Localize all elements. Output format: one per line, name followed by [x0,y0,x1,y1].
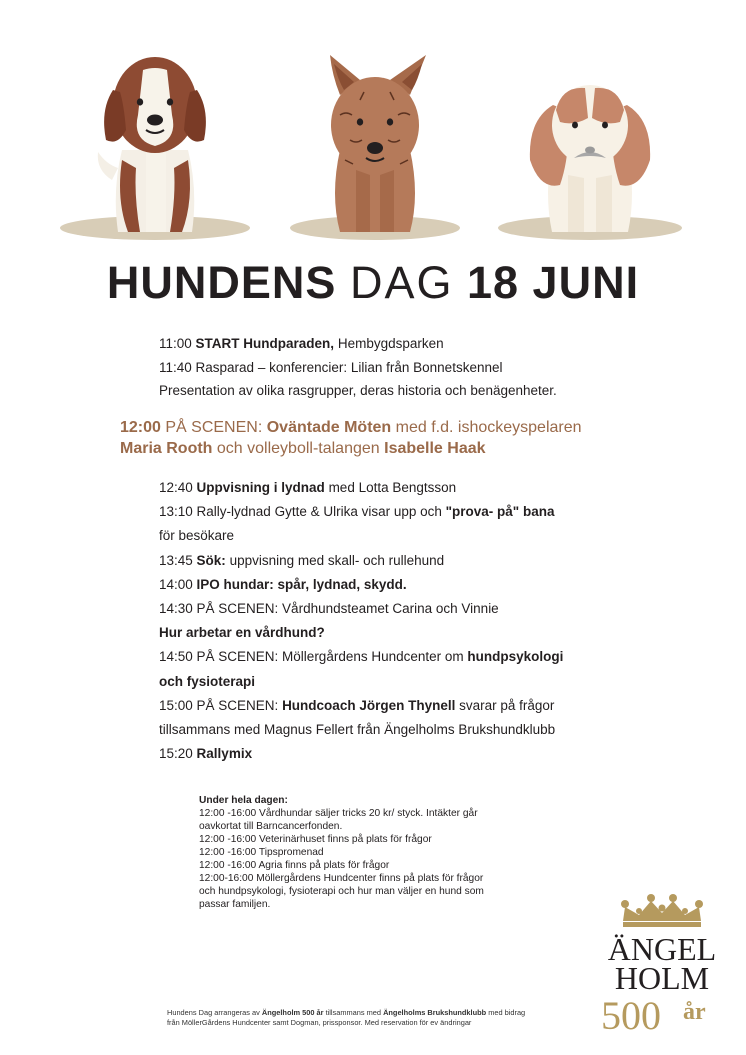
highlight-text: med f.d. ishockeyspelaren [391,419,582,436]
highlight-title: Oväntade Möten [266,419,392,436]
footer-text: Hundens Dag arrangeras av [167,1008,262,1017]
cavalier-dog-icon [530,85,650,232]
title-dag: DAG [349,257,454,308]
schedule-text: uppvisning med skall- och rullehund [225,552,445,568]
schedule-text: 14:30 PÅ SCENEN: Vårdhundsteamet Carina och Vinnie [159,601,499,617]
highlight-prefix: PÅ SCENEN: [160,419,267,436]
highlight-text: och volleyboll-talangen [212,440,385,457]
schedule-text: 15:20 [159,746,197,762]
schedule-text: 13:45 [159,552,197,568]
schedule-bold: Hundcoach Jörgen Thynell [282,697,456,713]
all-day-line: 12:00 -16:00 Tipspromenad [199,847,324,858]
schedule-row [159,597,719,621]
highlight-name: Isabelle Haak [384,440,486,457]
schedule-text: för besökare [159,528,235,544]
footer-bold: Ängelholm 500 år [261,1008,324,1017]
schedule-row [159,718,719,742]
schedule-text: 14:00 [159,576,197,592]
footer-line [167,1008,587,1018]
footer-text: med bidrag [486,1008,526,1017]
schedule-text: Hembygdsparken [334,336,444,351]
schedule-bold: hundpsykologi [467,649,564,665]
angelholm-500-logo [595,893,730,1038]
logo-line2: HOLM [614,960,710,996]
schedule-row [159,742,719,766]
all-day-line: och hundpsykologi, fysioterapi och hur man väljer en hund som [199,886,484,897]
terrier-dog-icon [330,55,426,232]
title-hundens: HUNDENS [106,257,337,308]
schedule-bold: START Hundparaden, [195,336,335,351]
logo-number: 500 [601,993,661,1038]
logo-suffix: år [683,999,706,1025]
all-day-line: 12:00-16:00 Möllergårdens Hundcenter finns på plats för frågor [199,873,484,884]
schedule-row [159,356,699,380]
highlight-name: Maria Rooth [120,440,213,457]
schedule-text: med Lotta Bengtsson [324,480,457,495]
schedule-text: 15:00 PÅ SCENEN: [159,697,283,713]
schedule-bold: och fysioterapi [159,673,256,689]
schedule-bold: "prova- på" bana [445,504,555,520]
crown-icon [621,894,703,927]
schedule-text: svarar på frågor [455,697,555,713]
schedule-text: tillsammans med Magnus Fellert från Ängelholms Brukshundklubb [159,722,556,738]
schedule-bold: Sök: [196,552,226,568]
schedule-text: 12:40 [159,480,197,495]
highlight-block [120,417,720,459]
highlight-time: 12:00 [120,419,161,436]
highlight-row [120,438,720,459]
schedule-row [159,524,719,548]
schedule-bold: Hur arbetar en vårdhund? [159,625,325,641]
schedule-row [159,670,719,694]
schedule-time: 11:00 [159,336,192,351]
schedule-bold: Rallymix [196,746,253,762]
schedule-row [159,500,719,524]
schedule-time: 11:40 [159,359,192,375]
schedule-text: Presentation av olika rasgrupper, deras historia och benägenheter. [159,383,557,398]
all-day-title: Under hela dagen: [199,795,288,806]
schedule-row [159,621,719,645]
dog-illustrations [0,0,746,250]
all-day-line: 12:00 -16:00 Agria finns på plats för frågor [199,860,390,871]
schedule-row [159,476,719,500]
schedule-bold: Uppvisning i lydnad [196,480,325,495]
schedule-row [159,645,719,669]
logo-line1: ÄNGEL [607,931,717,967]
schedule-row [159,573,719,597]
footer-note [167,1008,587,1027]
schedule-text: Rasparad – konferencier: Lilian från Bonnetskennel [191,359,503,375]
schedule-bold: IPO hundar: spår, lydnad, skydd. [196,576,407,592]
all-day-block [199,794,559,911]
all-day-line: oavkortat till Barncancerfonden. [199,821,343,832]
footer-bold: Ängelholms Brukshundklubb [383,1008,487,1017]
schedule-row [159,379,699,403]
all-day-line: 12:00 -16:00 Vårdhundar säljer tricks 20 kr/ styck. Intäkter går [199,808,478,819]
all-day-line: 12:00 -16:00 Veterinärhuset finns på plats för frågor [199,834,432,845]
schedule-row [159,549,719,573]
highlight-row [120,417,720,438]
schedule-row [159,694,719,718]
schedule-text: 13:10 Rally-lydnad Gytte & Ulrika visar upp och [159,504,446,520]
all-day-line: passar familjen. [199,899,271,910]
footer-line: från MöllerGårdens Hundcenter samt Dogman, prissponsor. Med reservation för ev ändringar [167,1017,472,1027]
beagle-dog-icon [98,57,206,232]
schedule-main [159,476,719,766]
schedule-top [159,332,699,403]
footer-text: tillsammans med [323,1008,384,1017]
page-title [0,257,746,309]
title-date: 18 JUNI [466,257,640,308]
schedule-row [159,332,699,356]
schedule-text: 14:50 PÅ SCENEN: Möllergårdens Hundcenter om [159,649,468,665]
